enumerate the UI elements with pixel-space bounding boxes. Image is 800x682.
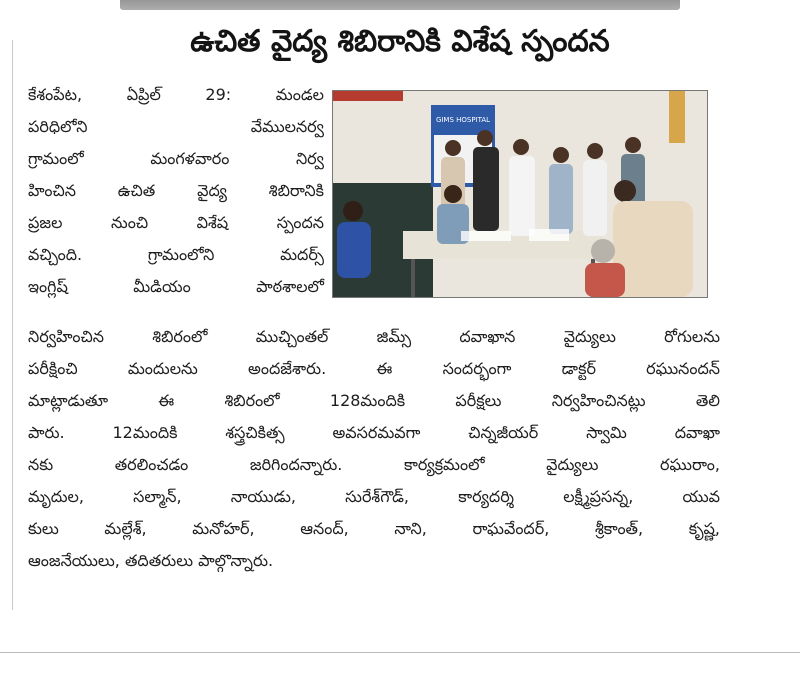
article-line-8: నిర్వహించిన శిబిరంలో ముచ్చింతల్ జిమ్స్ దవాఖాన వైద్యులు రోగులను bbox=[28, 327, 720, 346]
photo-curtain bbox=[669, 91, 685, 143]
photo-person-head bbox=[445, 140, 461, 156]
medical-camp-photo bbox=[332, 90, 708, 298]
photo-person-standing bbox=[583, 160, 607, 236]
article-headline: ఉచిత వైద్య శిబిరానికి విశేష స్పందన bbox=[190, 24, 610, 59]
article-line-5: ప్రజల నుంచి విశేష స్పందన bbox=[28, 213, 324, 232]
photo-patient-head bbox=[343, 201, 363, 221]
photo-foreground-man-head bbox=[614, 180, 636, 202]
photo-papers bbox=[529, 229, 569, 241]
photo-ceiling-border bbox=[333, 91, 403, 101]
photo-person-head bbox=[625, 137, 641, 153]
article-line-11: పారు. 12మందికి శస్త్రచికిత్స అవసరమవగా చిన్నజీయర్ స్వామి దవాఖా bbox=[28, 423, 720, 442]
article-line-6: వచ్చింది. గ్రామంలోని మదర్స్ bbox=[28, 245, 324, 264]
article-line-13: మృదుల, సల్మాన్, నాయుడు, సురేశ్‌గౌడ్, కార్యదర్శి లక్ష్మీప్రసన్న, యువ bbox=[28, 487, 720, 506]
photo-person-standing bbox=[509, 156, 535, 236]
bottom-rule bbox=[0, 652, 800, 653]
article-line-12: నకు తరలించడం జరిగిందన్నారు. కార్యక్రమంలో వైద్యులు రఘురాం, bbox=[28, 455, 720, 474]
article-line-1: కేశంపేట, ఏప్రిల్ 29: మండల bbox=[28, 85, 324, 104]
photo-table-leg-left bbox=[411, 259, 415, 297]
photo-person-standing bbox=[549, 164, 573, 234]
article-line-9: పరీక్షించి మందులను అందజేశారు. ఈ సందర్భంగా డాక్టర్ రఘునందన్ bbox=[28, 359, 720, 378]
photo-seated-doctor-head bbox=[444, 185, 462, 203]
article-line-7: ఇంగ్లిష్ మీడియం పాఠశాలలో bbox=[28, 277, 324, 296]
article-line-3: గ్రామంలో మంగళవారం నిర్వ bbox=[28, 149, 324, 168]
article-line-15: ఆంజనేయులు, తదితరులు పాల్గొన్నారు. bbox=[28, 551, 274, 570]
article-line-14: కులు మల్లేశ్, మనోహర్, ఆనంద్, నాని, రాఘవేందర్, శ్రీకాంత్, కృష్ణ, bbox=[28, 519, 720, 538]
article-line-4: హించిన ఉచిత వైద్య శిబిరానికి bbox=[28, 181, 324, 200]
clipped-previous-headline bbox=[120, 0, 680, 10]
photo-elderly-patient-head bbox=[591, 239, 615, 263]
photo-person-head bbox=[553, 147, 569, 163]
photo-person-head bbox=[513, 139, 529, 155]
photo-person-head bbox=[477, 130, 493, 146]
article-line-2: పరిధిలోని వేములనర్వ bbox=[28, 117, 324, 136]
article-line-10: మాట్లాడుతూ ఈ శిబిరంలో 128మందికి పరీక్షలు నిర్వహించినట్లు తెలి bbox=[28, 391, 720, 410]
column-divider-left bbox=[12, 40, 13, 610]
photo-elderly-patient bbox=[585, 263, 625, 297]
photo-person-head bbox=[587, 143, 603, 159]
photo-banner-text: GIMS HOSPITAL bbox=[435, 116, 491, 124]
photo-papers bbox=[461, 231, 511, 241]
photo-patient bbox=[337, 222, 371, 278]
photo-person-standing bbox=[473, 147, 499, 231]
